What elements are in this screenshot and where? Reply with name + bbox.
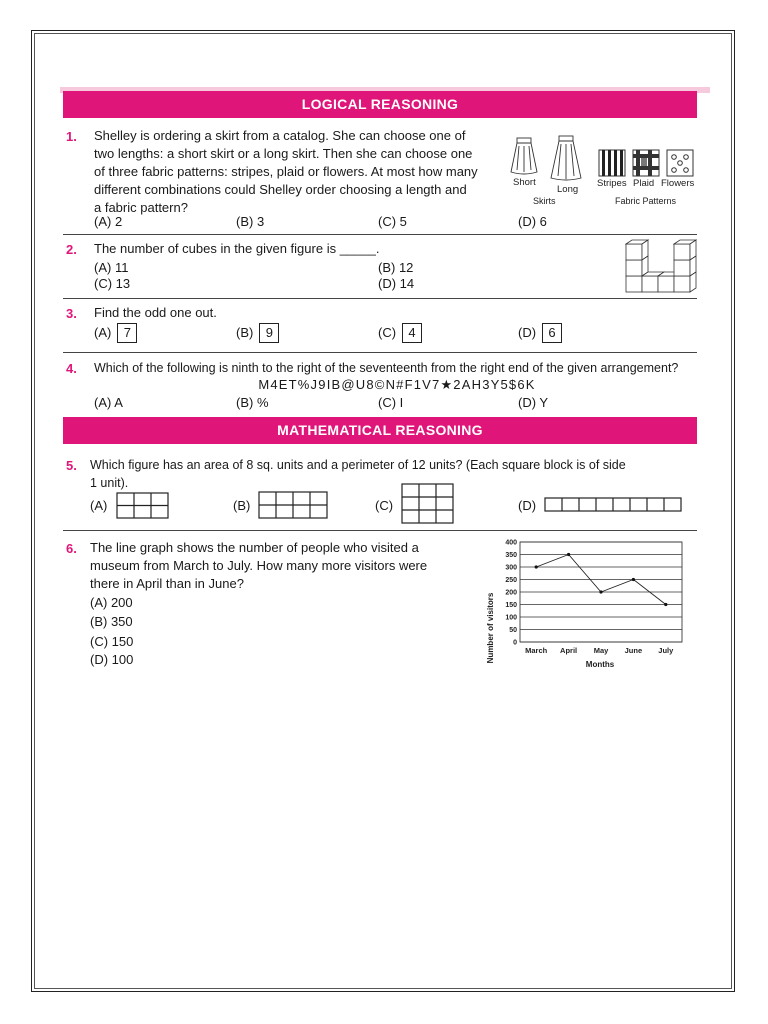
question-1-text: [94, 127, 494, 217]
cubes-figure: [622, 238, 700, 294]
option-d[interactable]: [518, 323, 562, 343]
option-b[interactable]: (B) 3: [236, 214, 265, 229]
option-b[interactable]: (B) 350: [90, 614, 133, 629]
stripes-pattern-icon: [599, 150, 625, 176]
option-label: (B): [233, 498, 251, 513]
y-ticks: [505, 540, 517, 647]
question-line: different combinations could Shelley order choosing a length and: [94, 182, 467, 197]
data-point: [632, 578, 635, 581]
y-tick-label: 50: [509, 627, 517, 634]
data-point: [535, 565, 538, 568]
option-d[interactable]: (D) 100: [90, 652, 134, 667]
long-skirt-icon: [551, 136, 581, 180]
question-line: The line graph shows the number of people who visited a: [90, 540, 419, 555]
option-label: (C): [378, 325, 397, 340]
question-3-text: Find the odd one out.: [94, 305, 217, 320]
question-number: 3.: [66, 306, 77, 321]
x-axis-label: Months: [585, 660, 615, 669]
question-line: of three fabric patterns: stripes, plaid or flowers. At most how many: [94, 164, 478, 179]
x-tick-label: May: [593, 646, 609, 655]
y-tick-label: 350: [505, 552, 517, 559]
section-banner-math: MATHEMATICAL REASONING: [63, 417, 697, 444]
flowers-label: Flowers: [661, 178, 695, 189]
question-6-text: [90, 539, 470, 593]
question-line: Which figure has an area of 8 sq. units and a perimeter of 12 units? (Each square block is of side: [90, 458, 626, 472]
option-d[interactable]: [518, 498, 536, 514]
option-b[interactable]: [236, 323, 279, 343]
y-tick-label: 200: [505, 589, 517, 597]
question-line: museum from March to July. How many more visitors were: [90, 558, 428, 573]
skirts-label: Skirts: [533, 196, 556, 206]
option-label: (A): [90, 498, 108, 513]
question-number: 4.: [66, 361, 77, 376]
question-2-text: The number of cubes in the given figure is _____.: [94, 241, 380, 256]
question-line: a fabric pattern?: [94, 200, 188, 215]
option-d[interactable]: (D) 6: [518, 214, 547, 229]
option-label: (D): [518, 325, 537, 340]
x-tick-label: July: [658, 646, 674, 655]
fabric-patterns-label: Fabric Patterns: [615, 196, 677, 206]
option-c[interactable]: (C) I: [378, 395, 404, 410]
y-tick-label: 400: [505, 539, 517, 547]
option-c[interactable]: (C) 13: [94, 276, 131, 291]
data-point: [567, 553, 570, 556]
plaid-label: Plaid: [633, 178, 655, 189]
option-d[interactable]: (D) Y: [518, 395, 549, 410]
grid-figure-b: [258, 491, 330, 520]
data-point: [599, 590, 602, 593]
question-number: 2.: [66, 242, 77, 257]
option-b[interactable]: [233, 498, 250, 514]
grid-figure-d: [544, 497, 684, 513]
question-number: 5.: [66, 458, 77, 473]
grid-figure-c: [401, 483, 455, 525]
x-tick-label: April: [560, 646, 578, 655]
section-banner-logical: LOGICAL REASONING: [63, 91, 697, 118]
plaid-pattern-icon: [633, 150, 659, 176]
option-b[interactable]: (B) %: [236, 395, 269, 410]
symbol-sequence: M4ET%J9IB@U8©N#F1V7★2AH3Y5$6K: [258, 377, 536, 392]
flowers-pattern-icon: [667, 150, 693, 176]
y-axis-label: Number of visitors: [486, 592, 495, 664]
option-label: (C): [375, 498, 394, 513]
boxed-number: 4: [402, 323, 422, 343]
option-a[interactable]: [90, 498, 107, 514]
question-number: 1.: [66, 129, 77, 144]
option-label: (B): [236, 325, 254, 340]
boxed-number: 6: [542, 323, 562, 343]
question-number: 6.: [66, 541, 77, 556]
y-tick-label: 150: [505, 602, 517, 609]
option-d[interactable]: (D) 14: [378, 276, 415, 291]
option-a[interactable]: (A) 11: [94, 260, 129, 275]
option-label: (D): [518, 498, 537, 513]
question-line: Shelley is ordering a skirt from a catalog. She can choose one of: [94, 128, 466, 143]
divider: [63, 298, 697, 299]
x-tick-label: June: [624, 646, 643, 655]
option-a[interactable]: (A) 2: [94, 214, 123, 229]
boxed-number: 9: [259, 323, 279, 343]
option-a[interactable]: [94, 323, 137, 343]
divider: [63, 352, 697, 353]
long-label: Long: [557, 184, 579, 195]
option-a[interactable]: (A) 200: [90, 595, 133, 610]
option-c[interactable]: (C) 5: [378, 214, 407, 229]
x-tick-label: March: [525, 646, 548, 655]
y-tick-label: 300: [505, 564, 517, 572]
short-skirt-icon: [511, 138, 537, 174]
short-label: Short: [513, 177, 536, 188]
option-label: (A): [94, 325, 112, 340]
boxed-number: 7: [117, 323, 137, 343]
skirts-patterns-figure: [505, 130, 705, 210]
grid-figure-a: [116, 492, 170, 520]
stripes-label: Stripes: [597, 178, 627, 189]
option-b[interactable]: (B) 12: [378, 260, 414, 275]
question-line: there in April than in June?: [90, 576, 244, 591]
y-tick-label: 100: [505, 614, 517, 622]
option-c[interactable]: [378, 323, 422, 343]
option-c[interactable]: [375, 498, 393, 514]
option-a[interactable]: (A) A: [94, 395, 123, 410]
y-tick-label: 0: [513, 639, 517, 647]
y-tick-label: 250: [505, 577, 517, 584]
visitors-line-chart: [480, 534, 690, 674]
question-line: two lengths: a short skirt or a long skirt. Then she can choose one: [94, 146, 473, 161]
data-point: [664, 603, 667, 606]
question-line: 1 unit).: [90, 476, 129, 490]
divider: [63, 234, 697, 235]
option-c[interactable]: (C) 150: [90, 634, 134, 649]
question-5-text: [90, 456, 702, 492]
x-ticks: [525, 646, 674, 655]
divider: [63, 530, 697, 531]
question-4-text: Which of the following is ninth to the right of the seventeenth from the right end of the given arrangement?: [94, 361, 679, 375]
